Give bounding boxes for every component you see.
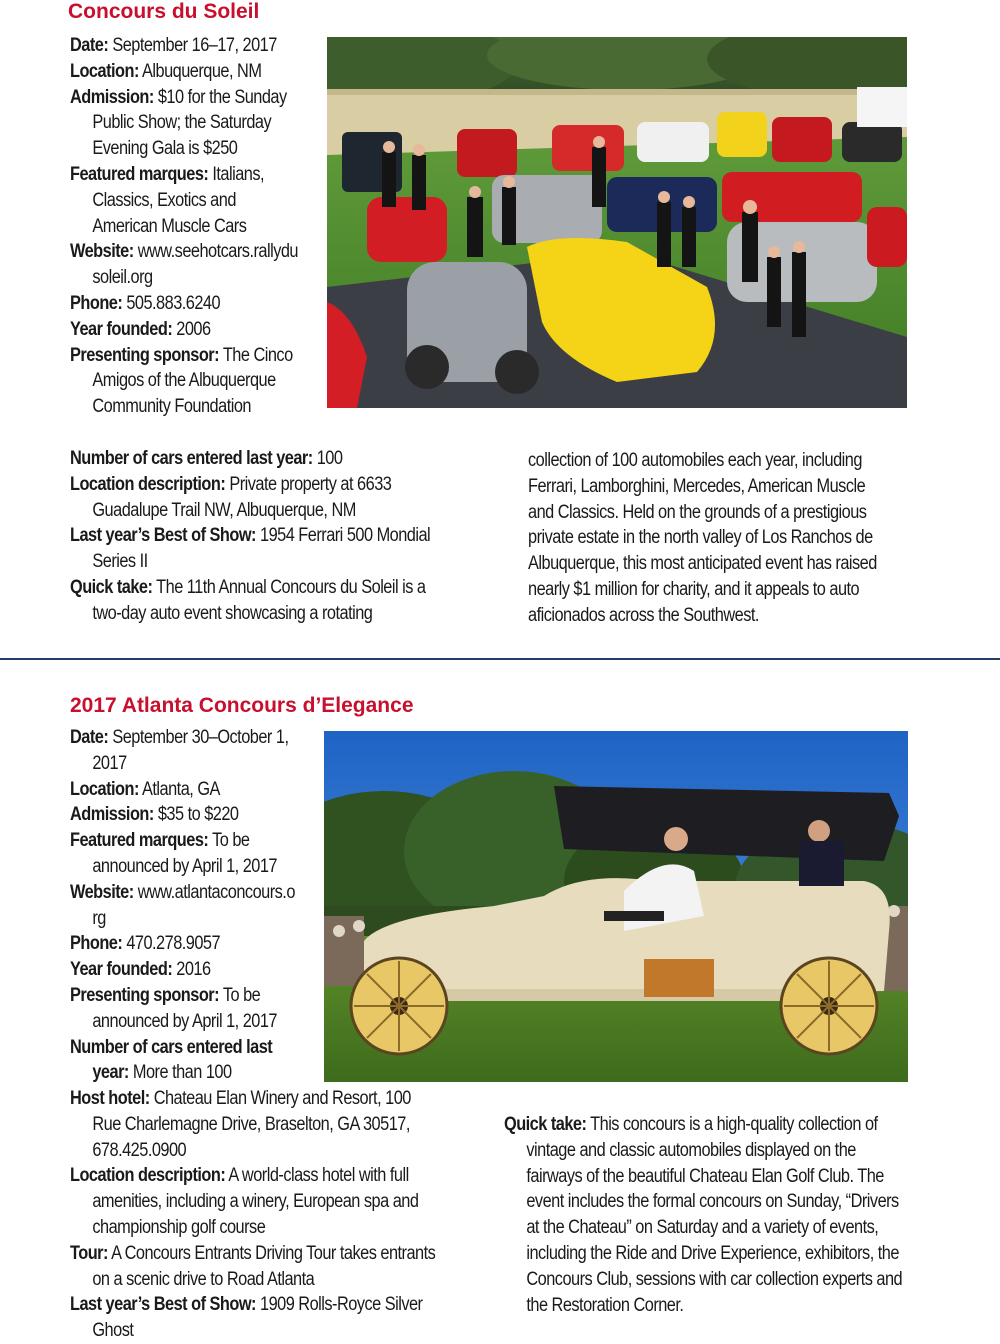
detail-value: www.seehotcars.rallydusoleil.org bbox=[92, 241, 298, 289]
detail-label: Last year’s Best of Show: bbox=[70, 525, 256, 547]
detail-value: 2016 bbox=[176, 959, 211, 981]
event-title-atlanta-concours: 2017 Atlanta Concours d’Elegance bbox=[70, 694, 414, 717]
detail-cars-entered bbox=[70, 1035, 299, 1087]
detail-label: Location description: bbox=[70, 473, 226, 495]
detail-value: Chateau Elan Winery and Resort, 100 Rue Charlemagne Drive, Braselton, GA 30517, 678.425.0900 bbox=[92, 1088, 411, 1161]
section-divider bbox=[0, 658, 1000, 660]
detail-label: Host hotel: bbox=[70, 1088, 150, 1109]
detail-value: September 30–October 1, 2017 bbox=[92, 727, 289, 774]
detail-value: Private property at 6633 Guadalupe Trail NW, Albuquerque, NM bbox=[92, 473, 392, 521]
detail-label: Tour: bbox=[70, 1242, 108, 1264]
detail-value: 470.278.9057 bbox=[126, 933, 221, 955]
detail-value: The 11th Annual Concours du Soleil is a two-day auto event showcasing a rotating bbox=[92, 576, 426, 624]
detail-label: Phone: bbox=[70, 292, 123, 314]
detail-value: Italians, Classics, Exotics and American Muscle Cars bbox=[92, 163, 265, 237]
detail-label: Date: bbox=[70, 727, 109, 748]
detail-featured-marques bbox=[70, 828, 299, 880]
detail-label: Last year’s Best of Show: bbox=[70, 1294, 256, 1316]
detail-date bbox=[70, 725, 299, 777]
detail-label: Number of cars entered last year: bbox=[70, 448, 313, 469]
detail-label: Phone: bbox=[70, 933, 123, 955]
event-details-wide-column-2 bbox=[70, 1086, 500, 1344]
detail-label: Admission: bbox=[70, 86, 154, 108]
quick-take-label: Quick take: bbox=[504, 1114, 587, 1135]
detail-quick-take bbox=[70, 575, 440, 627]
detail-value: 100 bbox=[316, 448, 343, 469]
detail-label: Presenting sponsor: bbox=[70, 984, 220, 1006]
photo-concours-du-soleil-car-show bbox=[327, 37, 907, 408]
detail-value: $35 to $220 bbox=[157, 804, 239, 826]
detail-label: Quick take: bbox=[70, 576, 153, 598]
detail-featured-marques bbox=[70, 162, 301, 239]
detail-best-of-show bbox=[70, 523, 440, 575]
detail-presenting-sponsor bbox=[70, 343, 301, 420]
detail-value: More than 100 bbox=[132, 1062, 232, 1084]
detail-presenting-sponsor bbox=[70, 983, 299, 1035]
detail-value: $10 for the Sunday Public Show; the Saturday Evening Gala is $250 bbox=[92, 86, 287, 160]
detail-label: Location description: bbox=[70, 1165, 226, 1187]
quick-take-atlanta bbox=[504, 1112, 915, 1318]
detail-label: Location: bbox=[70, 778, 139, 800]
quick-take-continued: collection of 100 automobiles each year, including Ferrari, Lamborghini, Mercedes, American Muscle and Classics. Held on the grounds of a prestigious private estate in the north valley of Los Ranchos de Albuquerque, this most anticipated event has raised nearly $1 million for charity, and it appeals to auto aficionados across the Southwest. bbox=[528, 450, 877, 626]
detail-label: Presenting sponsor: bbox=[70, 344, 220, 366]
detail-value: 2006 bbox=[176, 318, 211, 340]
detail-value: September 16–17, 2017 bbox=[112, 35, 277, 56]
detail-best-of-show bbox=[70, 1292, 440, 1344]
detail-value: A Concours Entrants Driving Tour takes entrants on a scenic drive to Road Atlanta bbox=[92, 1242, 436, 1290]
detail-host-hotel bbox=[70, 1086, 440, 1163]
detail-label: Featured marques: bbox=[70, 163, 209, 185]
detail-label: Website: bbox=[70, 241, 134, 263]
detail-value: 505.883.6240 bbox=[126, 292, 221, 314]
detail-value: A world-class hotel with full amenities, including a winery, European spa and championship golf course bbox=[92, 1165, 419, 1238]
event-details-column bbox=[70, 33, 339, 420]
detail-location-description bbox=[70, 472, 440, 524]
detail-label: Year founded: bbox=[70, 318, 173, 340]
detail-phone bbox=[70, 931, 299, 957]
detail-location bbox=[70, 777, 299, 803]
detail-location-description bbox=[70, 1163, 440, 1240]
detail-year-founded bbox=[70, 317, 301, 343]
event-details-column-2 bbox=[70, 725, 336, 1086]
event-title-concours-du-soleil: Concours du Soleil bbox=[68, 0, 260, 23]
detail-value: www.atlantaconcours.org bbox=[92, 881, 295, 929]
photo-rolls-royce-silver-ghost bbox=[324, 731, 908, 1082]
detail-website bbox=[70, 880, 299, 932]
quick-take-text: This concours is a high-quality collection of vintage and classic automobiles displayed on the fairways of the beautiful Chateau Elan Golf Club. The event includes the formal concours on Sunday, “Drivers at the Chateau” on Saturday and a variety of events, including the Ride and Drive Experience, exhibitors, the Concours Club, sessions with car collection experts and the Restoration Corner. bbox=[526, 1114, 903, 1316]
detail-label: Featured marques: bbox=[70, 830, 209, 852]
detail-value: 1909 Rolls-Royce Silver Ghost bbox=[92, 1294, 423, 1342]
detail-label: Number of cars entered last year: bbox=[70, 1036, 273, 1084]
detail-label: Admission: bbox=[70, 804, 154, 826]
detail-label: Year founded: bbox=[70, 959, 173, 981]
detail-year-founded bbox=[70, 957, 299, 983]
detail-admission bbox=[70, 802, 299, 828]
detail-value: The Cinco Amigos of the Albuquerque Community Foundation bbox=[92, 344, 293, 418]
detail-value: 1954 Ferrari 500 Mondial Series II bbox=[92, 525, 431, 573]
detail-location bbox=[70, 59, 301, 85]
detail-value: To be announced by April 1, 2017 bbox=[92, 830, 278, 877]
detail-label: Website: bbox=[70, 881, 134, 903]
detail-value: Albuquerque, NM bbox=[142, 60, 262, 82]
detail-tour bbox=[70, 1241, 440, 1293]
detail-admission bbox=[70, 85, 301, 162]
event-details-wide-column bbox=[70, 446, 500, 627]
detail-cars-entered bbox=[70, 446, 440, 472]
detail-label: Location: bbox=[70, 60, 139, 82]
detail-label: Date: bbox=[70, 35, 109, 56]
detail-value: Atlanta, GA bbox=[142, 778, 220, 800]
detail-date bbox=[70, 33, 301, 59]
detail-website bbox=[70, 239, 301, 291]
detail-phone bbox=[70, 291, 301, 317]
detail-value: To be announced by April 1, 2017 bbox=[92, 984, 278, 1032]
